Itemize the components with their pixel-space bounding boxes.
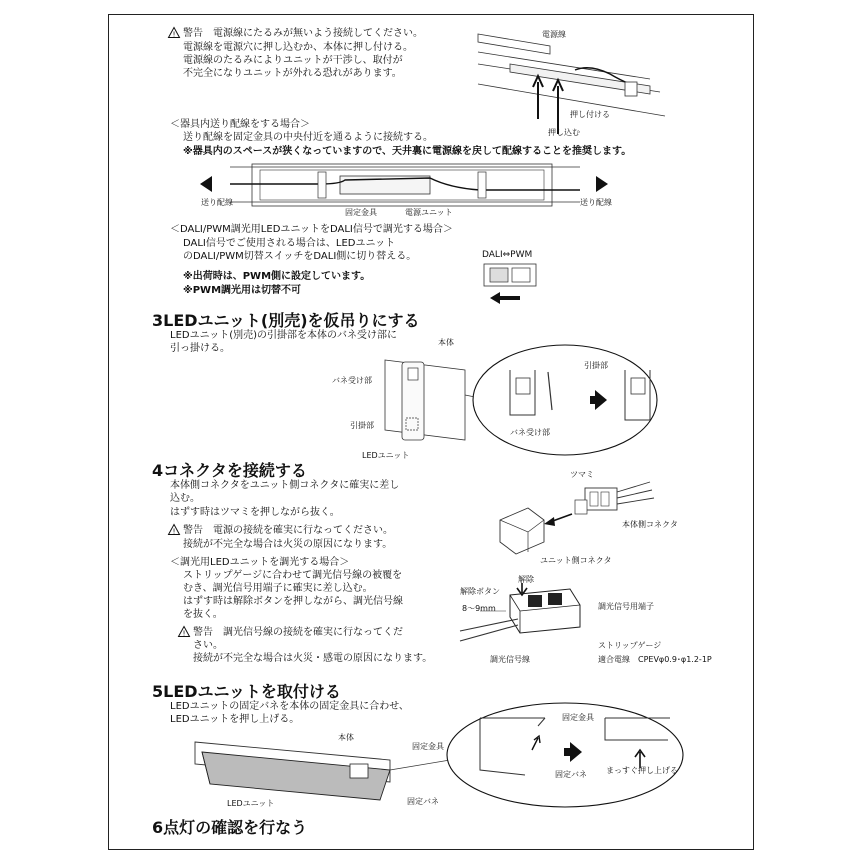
label-bracket-detail: 固定金具 bbox=[562, 713, 594, 722]
label-body: 本体 bbox=[338, 733, 354, 742]
step4-title bbox=[152, 461, 307, 481]
step6-title-text: 点灯の確認を行なう bbox=[163, 818, 308, 837]
warning-power-line-text: 電源線のたるみによりユニットが干渉し、取付が bbox=[183, 55, 403, 66]
step3-text: 引っ掛ける。 bbox=[170, 343, 230, 354]
warning-icon bbox=[178, 626, 190, 637]
warning-signal-title: さい。 bbox=[193, 640, 223, 651]
svg-text:!: ! bbox=[182, 629, 186, 638]
dali-text: のDALI/PWM切替スイッチをDALI側に切り替える。 bbox=[183, 251, 417, 262]
label-strip-length: 8～9mm bbox=[462, 604, 496, 613]
hook-figure bbox=[380, 340, 660, 460]
dali-text: DALI信号でご使用される場合は、LEDユニット bbox=[183, 238, 396, 249]
label-bracket: 固定金具 bbox=[412, 742, 444, 751]
step6-number: 6 bbox=[152, 818, 164, 837]
label-dali-pwm-switch: DALI⇔PWM bbox=[482, 250, 533, 260]
label-hook: 引掛部 bbox=[350, 421, 374, 430]
dimming-text: を抜く。 bbox=[183, 609, 223, 620]
dali-note: ※出荷時は、PWM側に設定しています。 bbox=[183, 271, 371, 282]
dali-switch-figure bbox=[482, 262, 542, 307]
label-release-button: 解除ボタン bbox=[460, 587, 500, 596]
step5-number: 5 bbox=[152, 682, 164, 701]
warning-power-line-text: 不完全になりユニットが外れる恐れがあります。 bbox=[183, 68, 402, 79]
label-spring-receiver-detail: バネ受け部 bbox=[510, 428, 550, 437]
warning-signal-text: 接続が不完全な場合は火災・感電の原因になります。 bbox=[193, 653, 433, 664]
label-feed-left: 送り配線 bbox=[201, 198, 233, 207]
step4-text: はずす時はツマミを押しながら抜く。 bbox=[170, 507, 340, 518]
warning-power-line-title: 警告 電源線にたるみが無いよう接続してください。 bbox=[183, 28, 423, 39]
label-signal-line: 調光信号線 bbox=[490, 655, 530, 664]
label-body: 本体 bbox=[438, 338, 454, 347]
label-compatible-wire: 適合電線 CPEVφ0.9･φ1.2-1P bbox=[598, 655, 712, 664]
connector-figure bbox=[480, 470, 680, 560]
step5-title-text: LEDユニットを取付ける bbox=[163, 682, 341, 701]
feed-wiring-note: ※器具内のスペースが狭くなっていますので、天井裏に電源線を戻して配線することを推奨します。 bbox=[183, 146, 632, 157]
label-led-unit: LEDユニット bbox=[362, 451, 410, 460]
warning-connect-title: 警告 電源の接続を確実に行なってください。 bbox=[183, 525, 393, 536]
feed-wiring-text: 送り配線を固定金具の中央付近を通るように接続する。 bbox=[183, 132, 433, 143]
label-signal-terminal: 調光信号用端子 bbox=[598, 602, 654, 611]
dali-heading: ＜DALI/PWM調光用LEDユニットをDALI信号で調光する場合＞ bbox=[170, 224, 453, 235]
dimming-text: ストリップゲージに合わせて調光信号線の被覆を bbox=[183, 570, 403, 581]
label-power-line: 電源線 bbox=[542, 30, 566, 39]
step3-number: 3 bbox=[152, 311, 164, 330]
step4-text: 込む。 bbox=[170, 493, 200, 504]
label-hook-detail: 引掛部 bbox=[584, 361, 608, 370]
label-press: 押し付ける bbox=[570, 110, 610, 119]
step6-title bbox=[152, 818, 307, 838]
svg-text:!: ! bbox=[172, 527, 176, 536]
step5-text: LEDユニットの固定バネを本体の固定金具に合わせ、 bbox=[170, 701, 409, 712]
label-push-straight-up: まっすぐ押し上げる bbox=[606, 766, 678, 775]
label-push-in: 押し込む bbox=[548, 128, 580, 137]
step4-text: 本体側コネクタをユニット側コネクタに確実に差し bbox=[170, 480, 400, 491]
label-fixing-spring-detail: 固定バネ bbox=[555, 770, 587, 779]
step4-title-text: コネクタを接続する bbox=[163, 461, 307, 480]
label-fixing-spring: 固定バネ bbox=[407, 797, 439, 806]
step3-title-text: LEDユニット(別売)を仮吊りにする bbox=[163, 311, 420, 330]
label-strip-gauge: ストリップゲージ bbox=[598, 641, 662, 650]
warning-power-line-text: 電源線を電源穴に押し込むか、本体に押し付ける。 bbox=[183, 42, 413, 53]
label-unit-connector: ユニット側コネクタ bbox=[540, 556, 612, 565]
warning-icon bbox=[168, 27, 180, 38]
step3-text: LEDユニット(別売)の引掛部を本体のバネ受け部に bbox=[170, 330, 397, 341]
dali-note: ※PWM調光用は切替不可 bbox=[183, 285, 302, 296]
step5-title bbox=[152, 682, 341, 702]
warning-icon bbox=[168, 524, 180, 535]
label-knob: ツマミ bbox=[570, 470, 594, 479]
label-power-unit: 電源ユニット bbox=[405, 208, 453, 217]
power-line-figure bbox=[470, 24, 670, 144]
step5-text: LEDユニットを押し上げる。 bbox=[170, 714, 300, 725]
label-feed-right: 送り配線 bbox=[580, 198, 612, 207]
step4-number: 4 bbox=[152, 461, 164, 480]
dimming-text: はずす時は解除ボタンを押しながら、調光信号線 bbox=[183, 596, 403, 607]
warning-signal-title: 警告 調光信号線の接続を確実に行なってくだ bbox=[193, 627, 403, 638]
label-led-unit: LEDユニット bbox=[227, 799, 275, 808]
step3-title bbox=[152, 311, 420, 331]
warning-connect-text: 接続が不完全な場合は火災の原因になります。 bbox=[183, 539, 393, 550]
label-body-connector: 本体側コネクタ bbox=[622, 520, 678, 529]
feed-wiring-heading: ＜器具内送り配線をする場合＞ bbox=[170, 119, 310, 130]
label-release: 解除 bbox=[518, 575, 534, 584]
svg-text:!: ! bbox=[172, 30, 176, 39]
feed-wiring-figure bbox=[200, 162, 610, 212]
label-spring-receiver: バネ受け部 bbox=[332, 376, 372, 385]
dimming-text: むき、調光信号用端子に確実に差し込む。 bbox=[183, 583, 373, 594]
dimming-heading: ＜調光用LEDユニットを調光する場合＞ bbox=[170, 557, 350, 568]
label-bracket: 固定金具 bbox=[345, 208, 377, 217]
